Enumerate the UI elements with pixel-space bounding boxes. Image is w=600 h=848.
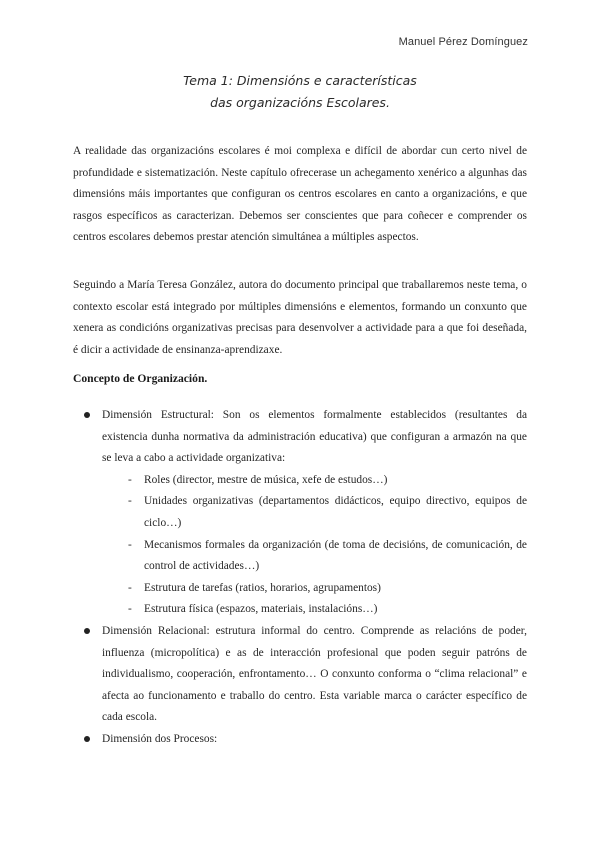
sub-item-roles — [102, 470, 527, 492]
bullet-dot-icon — [84, 736, 90, 742]
document-title — [0, 70, 600, 114]
bullet-dimension-procesos — [73, 729, 527, 751]
sub-item-text: Roles (director, mestre de música, xefe de estudos…) — [144, 473, 388, 486]
dash-icon: - — [128, 538, 132, 551]
bullet-dot-icon — [84, 412, 90, 418]
dash-icon: - — [128, 581, 132, 594]
bullet-dot-icon — [84, 628, 90, 634]
sub-item-text: Estrutura física (espazos, materiais, instalacións…) — [144, 603, 378, 616]
section-heading: Concepto de Organización. — [73, 372, 208, 385]
intro-paragraph: A realidade das organizacións escolares é moi complexa e difícil de abordar cun certo nivel de profundidade e sistematización. Neste capítulo ofrecerase un achegamento xenérico a algunhas das dimensións máis importantes que configuran os centros escolares en canto a organizacións, e que rasgos específicos as caracterizan. Debemos ser conscientes que para coñecer e comprender os centros escolares debemos prestar atención simultánea a múltiples aspectos. — [73, 145, 527, 244]
context-paragraph: Seguindo a María Teresa González, autora do documento principal que traballaremos neste tema, o contexto escolar está integrado por múltiples dimensións e elementos, formando un conxunto que xenera as condicións organizativas precisas para desenvolver a actividade para a que foi deseñada, é dicir a actividade de ensinanza-aprendizaxe. — [73, 279, 527, 356]
sub-item-text: Mecanismos formales da organización (de toma de decisións, de comunicación, de control de actividades…) — [144, 538, 527, 573]
sub-item-fisica — [102, 599, 527, 621]
sub-item-text: Estrutura de tarefas (ratios, horarios, agrupamentos) — [144, 581, 381, 594]
bullet-text: Dimensión dos Procesos: — [102, 732, 218, 745]
dash-icon: - — [128, 603, 132, 616]
title-line-2: das organizacións Escolares. — [210, 95, 390, 110]
dash-icon: - — [128, 495, 132, 508]
sub-item-text: Unidades organizativas (departamentos didácticos, equipo directivo, equipos de ciclo…) — [144, 495, 527, 529]
bullet-text: Dimensión Relacional: estrutura informal do centro. Comprende as relacións de poder, influenza (micropolítica) e as de interacción profesional que poden seguir patróns de individualismo, cooperación, enfrontamento… O conxunto conforma o “clima relacional” e afecta ao funcionamento e traballo do centro. Esta variable marca o carácter específico de cada escola. — [102, 624, 527, 724]
title-line-1: Tema 1: Dimensións e características — [183, 73, 417, 88]
bullet-dimension-estrutural — [73, 405, 527, 621]
sub-item-tarefas — [102, 578, 527, 600]
header-author: Manuel Pérez Domínguez — [398, 36, 528, 48]
sub-item-mecanismos — [102, 535, 527, 578]
bullet-dimension-relacional — [73, 621, 527, 729]
sub-list — [102, 470, 527, 621]
bullet-text: Dimensión Estructural: Son os elementos formalmente establecidos (resultantes da existencia dunha normativa da administración educativa) que configuran a armazón na que se leva a cabo a actividade organizativa: — [102, 409, 527, 465]
sub-item-unidades — [102, 491, 527, 534]
dash-icon: - — [128, 473, 132, 486]
dimension-list — [73, 405, 527, 751]
